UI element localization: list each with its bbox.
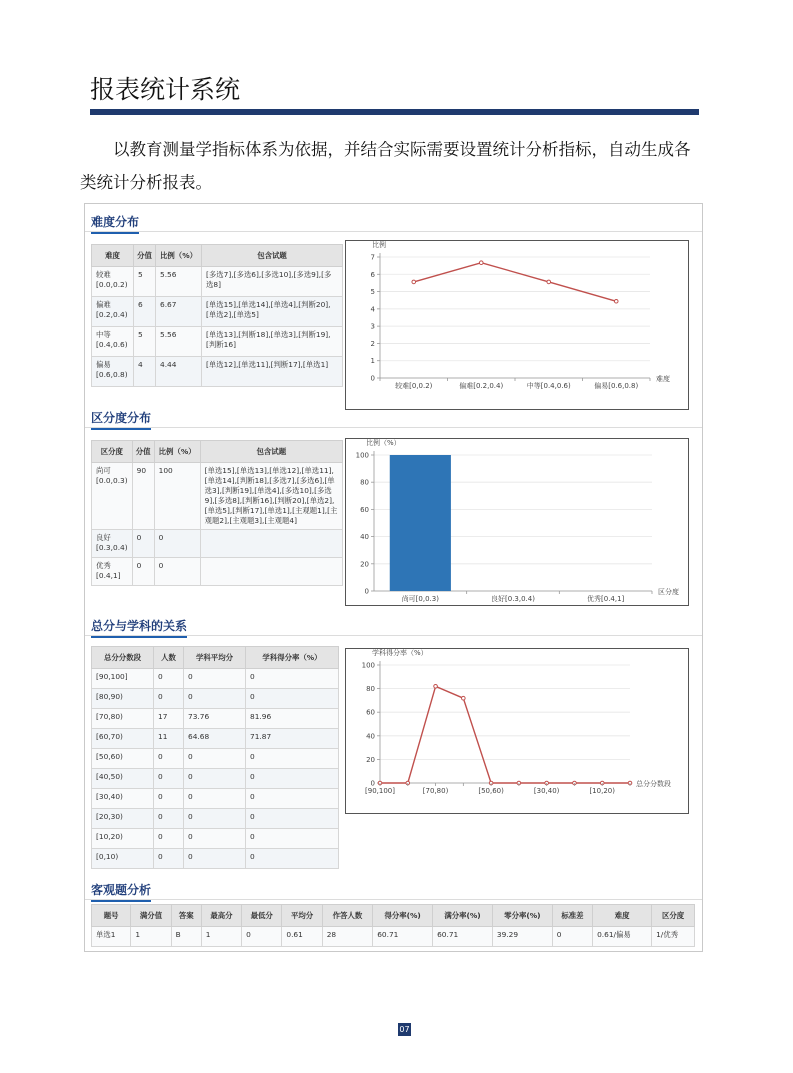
table-row	[92, 357, 343, 387]
table-cell: 11	[154, 729, 184, 749]
table-cell: 0	[154, 829, 184, 849]
table-cell	[200, 558, 342, 586]
x-tick-label: 优秀[0.4,1]	[587, 595, 625, 603]
section-divider	[85, 427, 702, 428]
column-header: 满分率(%)	[433, 905, 493, 927]
table-cell: [多选7],[多选6],[多选10],[多选9],[多选8]	[202, 267, 343, 297]
y-tick-label: 3	[370, 322, 375, 331]
table-cell: 1	[131, 927, 171, 947]
table-cell: 0	[246, 829, 339, 849]
table-cell: 0	[246, 849, 339, 869]
table-cell: 73.76	[184, 709, 246, 729]
relation-section-title: 总分与学科的关系	[91, 619, 188, 633]
column-header: 难度	[92, 245, 134, 267]
table-cell: [20,30)	[92, 809, 154, 829]
table-cell: 0	[154, 669, 184, 689]
relation-table	[91, 646, 339, 869]
table-cell: 0	[184, 689, 246, 709]
table-row	[92, 530, 343, 558]
x-tick-label: [70,80)	[422, 787, 449, 795]
table-cell: 0	[246, 809, 339, 829]
table-cell: [70,80)	[92, 709, 154, 729]
table-cell: 0	[184, 669, 246, 689]
y-tick-label: 6	[370, 270, 375, 279]
x-tick-label: 偏难[0.2,0.4)	[459, 382, 504, 390]
data-point	[547, 280, 551, 284]
x-tick-label: 中等[0.4,0.6)	[526, 382, 571, 390]
column-header: 作答人数	[322, 905, 373, 927]
x-tick-label: 偏易[0.6,0.8)	[594, 382, 639, 390]
column-header: 得分率(%)	[373, 905, 433, 927]
discrimination-section-title: 区分度分布	[91, 411, 152, 425]
table-cell: 0	[154, 689, 184, 709]
y-tick-label: 100	[361, 661, 375, 670]
report-screenshot	[84, 203, 703, 952]
table-cell: 28	[322, 927, 373, 947]
table-cell: [单选12],[单选11],[判断17],[单选1]	[202, 357, 343, 387]
table-cell: 0	[154, 558, 200, 586]
table-cell: 0	[154, 530, 200, 558]
table-row	[92, 729, 339, 749]
table-cell: 6	[134, 297, 156, 327]
table-cell: 0	[246, 749, 339, 769]
table-cell: [0,10)	[92, 849, 154, 869]
table-cell: [单选15],[单选14],[单选4],[判断20],[单选2],[单选5]	[202, 297, 343, 327]
table-cell: 0	[132, 558, 154, 586]
y-tick-label: 40	[366, 732, 375, 741]
column-header: 零分率(%)	[492, 905, 552, 927]
column-header: 区分度	[652, 905, 695, 927]
data-point	[434, 684, 438, 688]
table-row	[92, 709, 339, 729]
section-divider	[85, 635, 702, 636]
table-cell: 偏易 [0.6,0.8)	[92, 357, 134, 387]
column-header: 包含试题	[200, 441, 342, 463]
table-cell: 偏难 [0.2,0.4)	[92, 297, 134, 327]
column-header: 最高分	[201, 905, 241, 927]
section-divider	[85, 231, 702, 232]
table-row	[92, 789, 339, 809]
table-cell: 优秀 [0.4,1]	[92, 558, 133, 586]
bar	[390, 455, 451, 591]
table-cell: 良好 [0.3,0.4)	[92, 530, 133, 558]
page-number: 07	[399, 1025, 410, 1034]
discrimination-table	[91, 440, 343, 586]
table-row	[92, 849, 339, 869]
column-header: 总分分数段	[92, 647, 154, 669]
table-cell: 60.71	[373, 927, 433, 947]
column-header: 包含试题	[202, 245, 343, 267]
table-cell: 81.96	[246, 709, 339, 729]
relation-chart	[345, 648, 689, 814]
table-row	[92, 689, 339, 709]
table-cell: 0	[242, 927, 282, 947]
table-cell: 0	[184, 789, 246, 809]
y-tick-label: 7	[370, 253, 375, 262]
y-tick-label: 60	[360, 505, 369, 514]
column-header: 比例（%）	[156, 245, 202, 267]
table-cell: 0	[154, 769, 184, 789]
column-header: 最低分	[242, 905, 282, 927]
y-axis-label: 比例	[372, 241, 386, 249]
table-cell: [30,40)	[92, 789, 154, 809]
table-cell: 尚可 [0.0,0.3)	[92, 463, 133, 530]
table-cell: 100	[154, 463, 200, 530]
table-row	[92, 297, 343, 327]
x-tick-label: [50,60)	[478, 787, 504, 795]
page-title: 报表统计系统	[90, 75, 241, 104]
table-row	[92, 267, 343, 297]
table-cell: [单选15],[单选13],[单选12],[单选11],[单选14],[判断18],[多选7],[多选6],[单选3],[判断19],[单选4],[多选10],[多选9],[多选8],[判断16],[判断20],[单选2],[单选5],[判断17],[单选1],[主观题1],[主观题2],[主观题3],[主观题4]	[200, 463, 342, 530]
table-cell: 单选1	[92, 927, 131, 947]
data-point	[479, 261, 483, 265]
table-cell: [80,90)	[92, 689, 154, 709]
intro-paragraph: 以教育测量学指标体系为依据，并结合实际需要设置统计分析指标，自动生成各类统计分析报表。	[80, 140, 691, 192]
table-row	[92, 463, 343, 530]
table-cell: 0	[246, 789, 339, 809]
series-line	[380, 686, 630, 783]
objective-section-title: 客观题分析	[91, 883, 152, 897]
column-header: 区分度	[92, 441, 133, 463]
table-row	[92, 927, 695, 947]
table-row	[92, 749, 339, 769]
table-cell: 71.87	[246, 729, 339, 749]
table-row	[92, 829, 339, 849]
column-header: 比例（%）	[154, 441, 200, 463]
x-tick-label: [90,100]	[365, 787, 395, 795]
y-tick-label: 100	[355, 451, 369, 460]
table-cell: 39.29	[492, 927, 552, 947]
y-tick-label: 40	[360, 533, 369, 542]
x-tick-label: [30,40)	[533, 787, 560, 795]
column-header: 分值	[132, 441, 154, 463]
x-tick-label: [10,20)	[589, 787, 615, 795]
table-cell: 0	[132, 530, 154, 558]
y-tick-label: 20	[360, 560, 369, 569]
column-header: 分值	[134, 245, 156, 267]
table-row	[92, 769, 339, 789]
table-row	[92, 809, 339, 829]
table-row	[92, 327, 343, 357]
column-header: 学科平均分	[184, 647, 246, 669]
y-tick-label: 5	[370, 288, 375, 297]
y-axis-label: 比例（%）	[366, 439, 401, 447]
table-cell: [40,50)	[92, 769, 154, 789]
table-cell: [60,70)	[92, 729, 154, 749]
column-header: 人数	[154, 647, 184, 669]
y-tick-label: 60	[366, 708, 375, 717]
table-row	[92, 558, 343, 586]
y-tick-label: 2	[370, 339, 375, 348]
table-cell: 0	[552, 927, 592, 947]
x-axis-label: 区分度	[658, 588, 679, 596]
column-header: 满分值	[131, 905, 171, 927]
table-cell: 较难 [0.0,0.2)	[92, 267, 134, 297]
y-tick-label: 1	[370, 357, 375, 366]
x-tick-label: 尚可[0,0.3)	[401, 595, 439, 603]
table-cell: B	[171, 927, 201, 947]
column-header: 平均分	[282, 905, 322, 927]
y-tick-label: 80	[366, 685, 375, 694]
table-cell: 5.56	[156, 327, 202, 357]
table-cell: 0	[154, 749, 184, 769]
table-cell: 0	[154, 789, 184, 809]
table-cell: 1	[201, 927, 241, 947]
discrimination-chart	[345, 438, 689, 606]
column-header: 题号	[92, 905, 131, 927]
table-cell	[200, 530, 342, 558]
table-cell: 5.56	[156, 267, 202, 297]
section-divider	[85, 899, 702, 900]
table-cell: 0	[154, 809, 184, 829]
table-cell: 5	[134, 267, 156, 297]
difficulty-section-title: 难度分布	[91, 215, 140, 229]
table-cell: 90	[132, 463, 154, 530]
difficulty-chart	[345, 240, 689, 410]
table-cell: 1/优秀	[652, 927, 695, 947]
table-cell: [90,100]	[92, 669, 154, 689]
column-header: 标准差	[552, 905, 592, 927]
table-cell: 0.61	[282, 927, 322, 947]
data-point	[412, 280, 416, 284]
table-cell: [10,20)	[92, 829, 154, 849]
table-cell: 0	[184, 769, 246, 789]
x-axis-label: 难度	[656, 375, 670, 383]
table-cell: [50,60)	[92, 749, 154, 769]
data-point	[614, 299, 618, 303]
table-cell: 60.71	[433, 927, 493, 947]
x-axis-label: 总分分数段	[636, 780, 671, 788]
difficulty-table	[91, 244, 343, 387]
y-tick-label: 80	[360, 478, 369, 487]
table-cell: 0	[184, 829, 246, 849]
data-point	[462, 696, 466, 700]
table-cell: 0	[154, 849, 184, 869]
y-tick-label: 0	[370, 374, 375, 383]
table-cell: 0	[184, 749, 246, 769]
x-tick-label: 较难[0,0.2)	[395, 382, 433, 390]
y-axis-label: 学科得分率（%）	[372, 649, 428, 657]
table-cell: 0.61/偏易	[593, 927, 652, 947]
y-tick-label: 20	[366, 755, 375, 764]
table-cell: 4	[134, 357, 156, 387]
table-row	[92, 669, 339, 689]
title-rule	[90, 109, 699, 115]
x-tick-label: 良好[0.3,0.4)	[491, 595, 535, 603]
table-cell: 64.68	[184, 729, 246, 749]
table-cell: 0	[246, 769, 339, 789]
table-cell: 0	[246, 669, 339, 689]
column-header: 难度	[593, 905, 652, 927]
objective-table	[91, 904, 695, 947]
table-cell: 17	[154, 709, 184, 729]
y-tick-label: 0	[364, 587, 369, 596]
y-tick-label: 0	[370, 779, 375, 788]
y-tick-label: 4	[370, 305, 375, 314]
table-cell: 中等 [0.4,0.6)	[92, 327, 134, 357]
table-cell: [单选13],[判断18],[单选3],[判断19],[判断16]	[202, 327, 343, 357]
table-cell: 5	[134, 327, 156, 357]
table-cell: 6.67	[156, 297, 202, 327]
table-cell: 0	[184, 849, 246, 869]
column-header: 学科得分率（%）	[246, 647, 339, 669]
table-cell: 4.44	[156, 357, 202, 387]
table-cell: 0	[246, 689, 339, 709]
series-line	[414, 263, 617, 302]
column-header: 答案	[171, 905, 201, 927]
table-cell: 0	[184, 809, 246, 829]
